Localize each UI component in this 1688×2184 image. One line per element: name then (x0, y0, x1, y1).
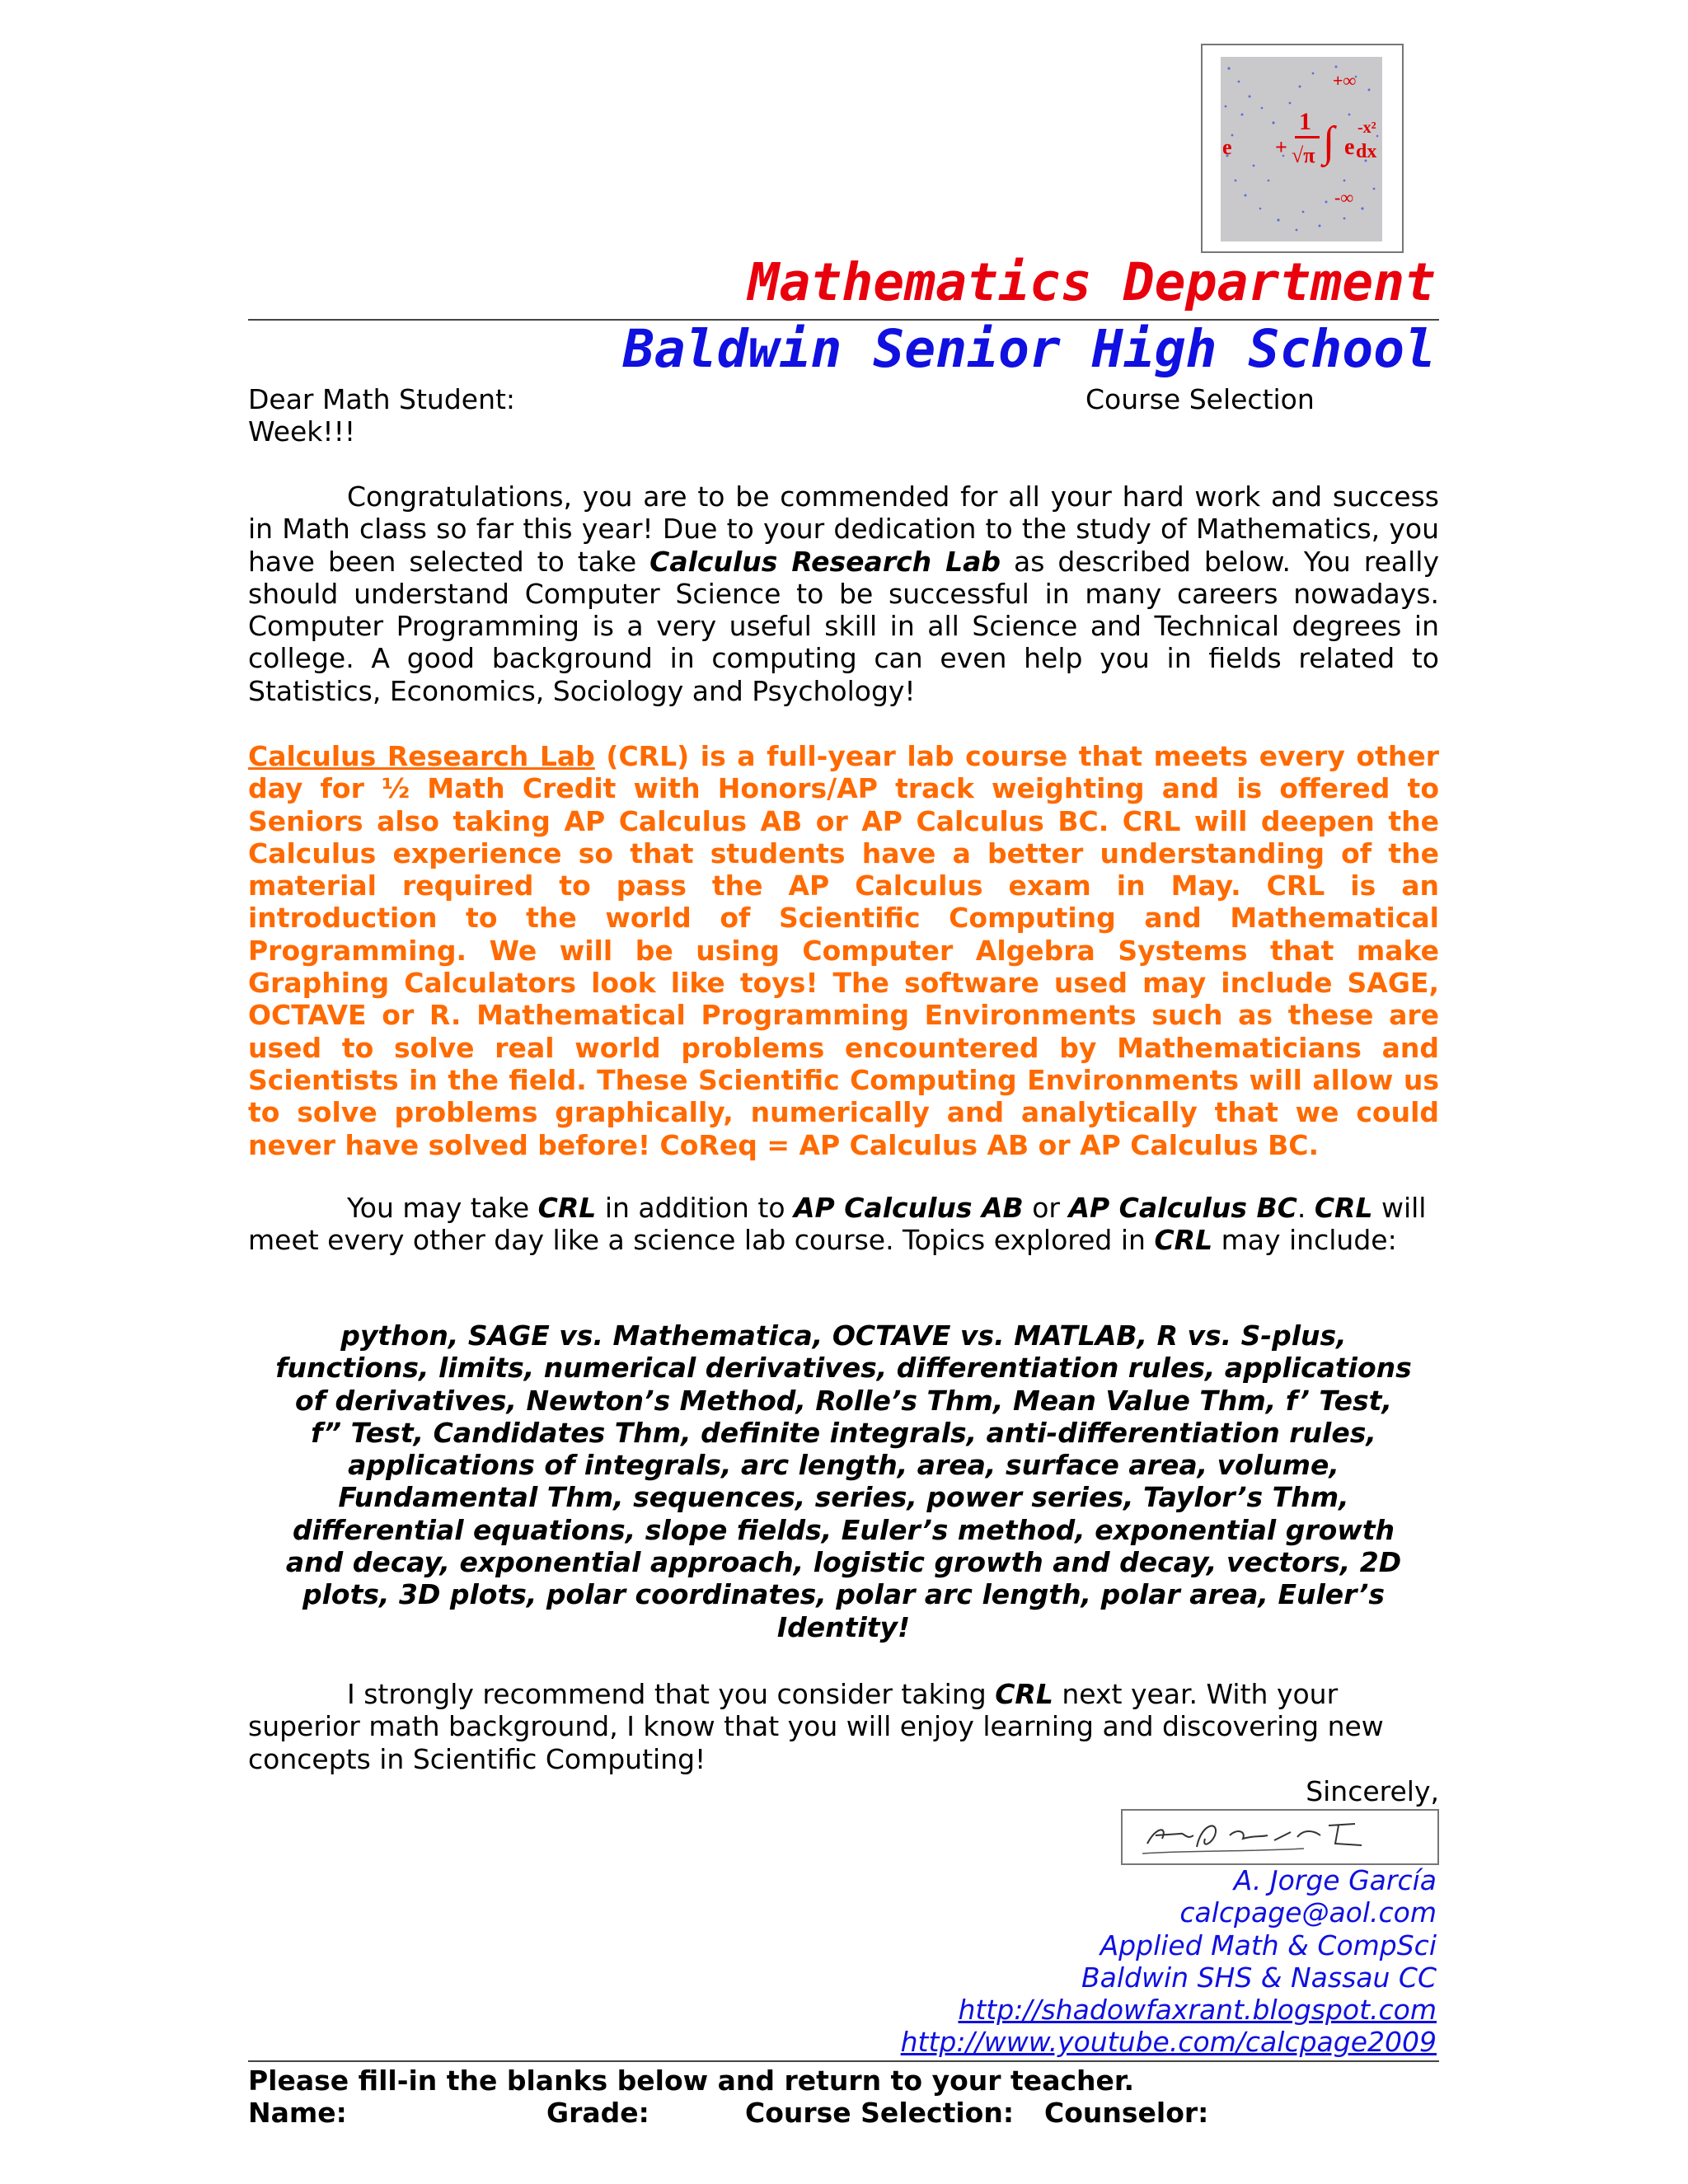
topic-line: functions, limits, numerical derivatives, differentiation rules, applications (275, 1352, 1412, 1385)
grade-label: Grade: (546, 2097, 649, 2130)
topic-line: python, SAGE vs. Mathematica, OCTAVE vs. MATLAB, R vs. S-plus, (340, 1319, 1347, 1352)
svg-text:1: 1 (1299, 108, 1311, 135)
intro-course-name: Calculus Research Lab (649, 545, 1001, 578)
intro-paragraph (248, 480, 1439, 707)
svg-text:dx: dx (1356, 141, 1377, 162)
formula-image-icon (1221, 57, 1382, 241)
svg-text:∫: ∫ (1323, 119, 1335, 166)
greeting: Dear Math Student: (248, 383, 516, 415)
topic-line: plots, 3D plots, polar coordinates, polar arc length, polar area, Euler’s (302, 1578, 1386, 1611)
p2-ap-bc: AP Calculus BC (1068, 1192, 1297, 1224)
p2-text-6: may include: (1212, 1224, 1397, 1257)
course-description-text: (CRL) is a full-year lab course that meets every other day for ½ Math Credit with Honors/AP track weighting and is offered to Seniors also taking AP Calculus AB or AP Calculus BC. CRL will deepen the Calculus experience so that students have a better understanding of the material required to pass the AP Calculus exam in May. CRL is an introduction to the world of Scientific Computing and Mathematical Programming. We will be using Computer Algebra Systems that make Graphing Calculators look like toys! The software used may include SAGE, OCTAVE or R. Mathematical Programming Environments such as these are used to solve real world problems encountered by Mathematicians and Scientists in the field. These Scientific Computing Environments will allow us to solve problems graphically, numerically and analytically that we could never have solved before! CoReq = AP Calculus AB or AP Calculus BC. (248, 740, 1440, 1161)
recommendation-paragraph (248, 1678, 1439, 1775)
svg-text:+: + (1275, 135, 1287, 159)
blog-link[interactable]: http://shadowfaxrant.blogspot.com (958, 1994, 1437, 2027)
schedule-paragraph (248, 1192, 1439, 1257)
topic-line: Fundamental Thm, sequences, series, power series, Taylor’s Thm, (338, 1481, 1349, 1514)
topic-line: and decay, exponential approach, logistic growth and decay, vectors, 2D (285, 1546, 1402, 1579)
p2-ap-ab: AP Calculus AB (794, 1192, 1024, 1224)
svg-text:-∞: -∞ (1334, 187, 1354, 208)
p2-text-1: You may take (347, 1192, 538, 1224)
topics-list (248, 1319, 1439, 1643)
author-school: Baldwin SHS & Nassau CC (1081, 1961, 1437, 1994)
svg-text:e: e (1344, 134, 1355, 160)
contact-block (742, 1864, 1437, 2059)
form-divider (248, 2060, 1439, 2062)
svg-text:√π: √π (1292, 143, 1315, 167)
return-form (248, 2064, 1439, 2130)
p2-text-3: or (1023, 1192, 1069, 1224)
p2-crl-3: CRL (1154, 1224, 1213, 1257)
p3-crl: CRL (995, 1678, 1053, 1710)
author-name: A. Jorge García (1233, 1864, 1437, 1896)
topic-line: applications of integrals, arc length, area, surface area, volume, (348, 1449, 1339, 1482)
name-label: Name: (248, 2097, 347, 2130)
school-title: Baldwin Senior High School (622, 319, 1436, 379)
intro-text-1: Congratulations, you are to be commended for all your hard work and success in Math class so far this year! Due to your dedication to the study of Mathematics, you have been selected to take (248, 480, 1439, 578)
author-title: Applied Math & CompSci (1100, 1929, 1437, 1961)
p2-crl-1: CRL (537, 1192, 597, 1224)
logo-frame (1201, 44, 1404, 253)
svg-text:+∞: +∞ (1333, 70, 1357, 91)
department-title: Mathematics Department (748, 252, 1436, 312)
svg-text:-x²: -x² (1357, 119, 1376, 137)
topic-line: differential equations, slope fields, Euler’s method, exponential growth (292, 1513, 1395, 1546)
topic-line: Identity! (776, 1610, 911, 1643)
signature-box (1121, 1809, 1439, 1865)
course-selection-label: Course Selection: (745, 2097, 1015, 2130)
course-description (248, 740, 1439, 1161)
p2-crl-2: CRL (1314, 1192, 1373, 1224)
p3-text-2: next year. With your superior math background, I know that you will enjoy learning and discovering new concepts in Scientific Computing! (248, 1678, 1384, 1775)
course-link[interactable]: Calculus Research Lab (248, 740, 595, 772)
closing: Sincerely, (1306, 1775, 1439, 1807)
form-fields-row (248, 2097, 1439, 2129)
p2-text-4: . (1296, 1192, 1315, 1224)
course-selection-heading: Course Selection (1085, 383, 1315, 415)
topic-line: f” Test, Candidates Thm, definite integrals, anti-differentiation rules, (311, 1416, 1376, 1449)
youtube-link[interactable]: http://www.youtube.com/calcpage2009 (900, 2026, 1437, 2059)
gaussian-integral-logo (1221, 57, 1382, 241)
intro-text-2: as described below. You really should understand Computer Science to be successful in many careers nowadays. Computer Programming is a very useful skill in all Science and Technical degrees in college. A good background in computing can even help you in fields related to Statistics, Economics, Sociology and Psychology! (248, 545, 1439, 707)
week-heading: Week!!! (248, 415, 356, 448)
form-instruction: Please fill-in the blanks below and return to your teacher. (248, 2064, 1134, 2097)
counselor-label: Counselor: (1044, 2097, 1209, 2130)
author-email: calcpage@aol.com (1179, 1896, 1437, 1929)
svg-text:e: e (1222, 135, 1232, 159)
topic-line: of derivatives, Newton’s Method, Rolle’s Thm, Mean Value Thm, f’ Test, (294, 1384, 1392, 1417)
handwritten-signature-icon (1123, 1811, 1437, 1863)
p3-text-1: I strongly recommend that you consider taking (347, 1678, 996, 1710)
p2-text-2: in addition to (596, 1192, 794, 1224)
greeting-block (248, 383, 1439, 448)
p2-text-5: will meet every other day like a science lab course. Topics explored in (248, 1192, 1427, 1257)
